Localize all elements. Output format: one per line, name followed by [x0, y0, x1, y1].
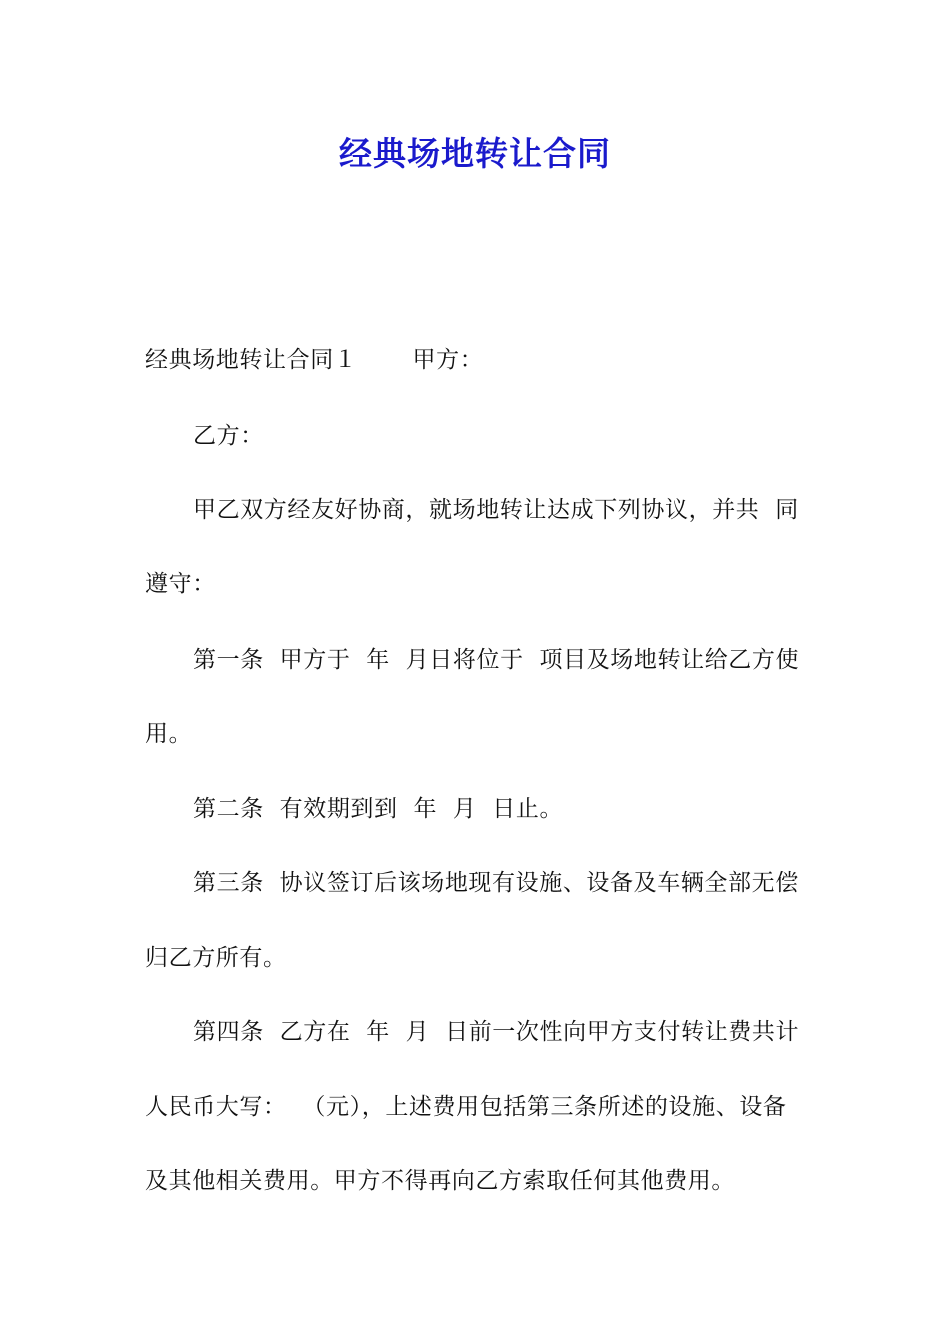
paragraph-line-article-4-end: 及其他相关费用。甲方不得再向乙方索取任何其他费用。 — [145, 1168, 735, 1194]
paragraph-line-article-2: 第二条 有效期到到 年 月 日止。 — [193, 796, 564, 822]
document-title: 经典场地转让合同 — [339, 134, 611, 173]
paragraph-line-article-1: 第一条 甲方于 年 月日将位于 项目及场地转让给乙方使 — [193, 647, 800, 673]
paragraph-line-article-3-cont: 归乙方所有。 — [145, 945, 287, 971]
paragraph-line-article-4-cont: 人民币大写： （元），上述费用包括第三条所述的设施、设备 — [145, 1094, 787, 1120]
paragraph-line-article-4: 第四条 乙方在 年 月 日前一次性向甲方支付转让费共计 — [193, 1019, 800, 1045]
paragraph-line-intro-cont: 遵守： — [145, 571, 216, 597]
paragraph-line-intro: 甲乙双方经友好协商，就场地转让达成下列协议，并共 同 — [193, 497, 799, 523]
paragraph-line-heading-party-a: 经典场地转让合同１ 甲方： — [145, 347, 484, 373]
paragraph-line-article-3: 第三条 协议签订后该场地现有设施、设备及车辆全部无偿 — [193, 870, 799, 896]
paragraph-line-article-1-cont: 用。 — [145, 721, 193, 747]
paragraph-line-party-b: 乙方： — [193, 423, 264, 449]
